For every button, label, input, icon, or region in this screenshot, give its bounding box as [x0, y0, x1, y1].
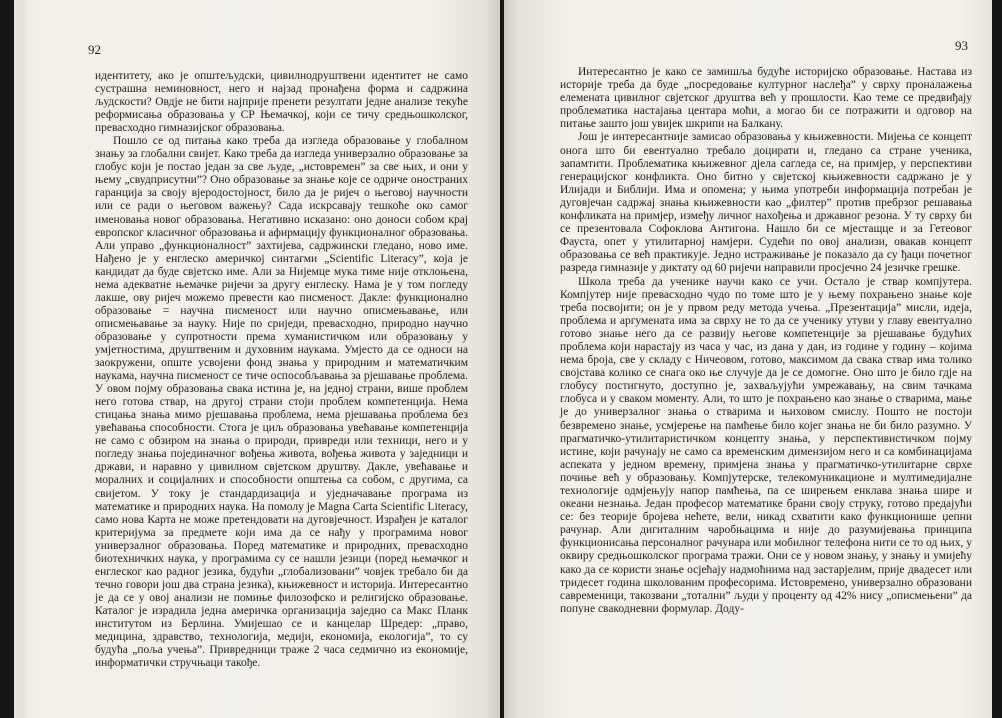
paragraph: Пошло се од питања како треба да изгледа образовање у глобалном знању за глобални свијет. Како треба да изгледа универзално образовање за глобус који је постао један за све људе, „истовремен” за све њих, и они у њему „свудприсутни”? Оно образовање за знање које се одриче онострaних гаранција за своју вјеродостојност, било да је ријеч о његовој научности или се ради о његовом важењу? Сада искрсавају тешкоће око самог именовања новог образовања. Негативно исказано: оно доноси собом крај европског класичног образовања и афирмацију функционалног образовања. Али управо „функционалност” захтијева, садржински гледано, ново име. Нађено је у енглеско америчкој синтагми „Scientific Literacy”, која је кандидат да буде свјетско име. Али за Нијемце мука тиме није отклоњена, нема адекватне њемачке ријечи за другу енглеску. Нама је у том погледу лакше, ову ријеч можемо превести као писменост. Дакле: функционално образовање = научна писменост или научно описмењавање, или описмењавање за науку. Није по сриједи, превасходно, природно научно образовање у супротности према хуманистичком или образовању у умјетностима, друштвеним и духовним наукама. Умјесто да се односи на заокружени, опште усвојени фонд знања у природним и математичким наукама, научна писменост се тиче оспособљавања за рјешавање проблема. У овом појму образовања свака истина је, на једној страни, више проблем него готова ствар, на другој страни стоји проблем компетенција. Нема стицања знања мимо рјешавања проблема, нема рјешавања проблема без увећавања способности. Стога је циљ образовања увећавање компетенција не само с обзиром на знања о природи, привреди или техници, него и у погледу знања појединачног вођења живота, вођења живота у заједници и држави, и наравно у цивилном свјетском друштву. Дакле, увећавање и моралних и социјалних и способности општења са собом, с другима, са свијетом. У току је стандардизација и уједначавање програма из математике и природних наука. На помолу је Magna Carta Scientific Literacy, само нова Карта не може претендовати на дуговјечност. Израђен је каталог критеријума за предмете који има да се нађу у програмима новог универзалног образовања. Поред математике и природних, превасходно биотехничких наука, у програмима су се нашли језици (поред њемачког и енглеског као радног језика, будући „глобализовани” човјек требало би да течно говори још два страна језика), књижевност и историја. Интересантно је да се у овој анализи не помиње филозофско и религијско образовање. Каталог је израдила једна америчка организација заједно са Макс Планк институтом из Берлина. Умијешао се и канцелар Шредер: „право, медицина, здравство, технологија, медији, економија, екологија”, то су будућа „поља учења”. Привредници траже 2 часа седмично из економије, информатички стручњаци такође. — [95, 135, 468, 670]
page-number-left: 92 — [88, 42, 101, 57]
right-page — [504, 0, 992, 718]
paragraph: Интересантно је како се замишља будуће историјско образовање. Настава из историје треба да буде „посредовање културног наслеђа” у сврху проналажења елемената цивилног свјетског друштва већ у прошлости. Као теме се предвиђају проблематика настајања центара моћи, а могао би се потражити и одговор на питање зашто још увијек шкрипи на Балкану. — [560, 66, 972, 131]
page-number-right: 93 — [955, 38, 968, 53]
paragraph: Школа треба да ученике научи како се учи. Остало је ствар компјутера. Компјутер није превасходно чудо по томе што је у њему похрањено знање које треба посвојити; он је у првом реду метода учења. „Презентација” мисли, идеја, проблема и аргумената има за сврху не то да се ученику утуви у главу евентуално готово знање него да се развију његове компетенције за рјешавање будућих проблема који нарастају из часа у час, из дана у дан, из године у годину – којима нема броја, све у складу с Ничеовом, готово, максимом да свака ствар има толико својстава колико се снага око ње случује да је се домогне. Оно што је било гдје на глобусу постигнуто, доступно је, захваљујући умрежавању, на свим тачкама глобуса и у сваком моменту. Али, то што је похрањено као знање о стварима, мање је до универзалног знања о стварима и њиховом смислу. Пошто не постоји безвремено знање, усмјерење на памћење било којег знања не би било разумно. У прагматичко-утилитаристичком концепту знања, у перспективистичком појму истине, који рачунају не само са временским димензијом него и са комбинацијама аспеката у једном времену, примјена знања у прагматичко-утилитарне сврхе почиње већ у образовању. Компјутерске, телекомуникационе и мултимедијалне технологије одмјењују напор памћења, па се ширењем енклава знања шире и океани незнања. Један професор математике брани своју струку, готово предајући се: без теорије бројева нећете, вели, никад схватити како функционише џепни рачунар. Али дигиталним чаробњацима и није до разумијевања принципа функционисања персоналног рачунара или мобилног телефона нити се то од њих, у оквиру средњошколског програма тражи. Они се у новом знању, у знању и умијећу како да се користи знање осјећају надмоћнима над застарјелим, прије двадесет или тридесет година школованим професорима. Истовремено, универзално образовани савременици, такозвани „тотални” људи у проценту од 42% нису „описмењени” да попуне свакодневни формулар. Доду- — [560, 275, 972, 615]
paragraph: идентитету, ако је општељудски, цивилнодруштвени идентитет не само сустрашна неминовност, него и најзад пронађена форма и садржина људскости? Овдје не бити најприје пренети резултати једне анализе текуће реформисања образовања у СР Њемачкој, који се тичу средњошколског, превасходно гимназијског образовања. — [95, 70, 468, 135]
left-page — [14, 0, 500, 718]
paragraph: Још је интересантније замисао образовања у књижевности. Мијења се концепт онога што би евентуално требало доцирати и, гледано са стране ученика, запамтити. Проблематика књижевног дјела сагледа се, на примјер, у перспективи генерацијског конфликта. Оно битно у свјетској књижевности садржано је у Илијади и Библији. Има и опомена; у њима употреби информација потребан је дуговјечан садржај знања књижевности као „филтер” против пребрзог решавања конфликата на примјер, између личног нахођења и државног резона. У ту сврху би се презентовала Софоклова Антигона. Нашло би се мјестащце и за Гетеовог Фауста, опет у утилитарној намјери. Судећи по овој анализи, овакав концепт образовања се већ практикује. Једно истраживање је показало да су ђаци почетног разреда гимназије у диктату од 60 ријечи направили просјечно 24 језичке грешке. — [560, 131, 972, 275]
